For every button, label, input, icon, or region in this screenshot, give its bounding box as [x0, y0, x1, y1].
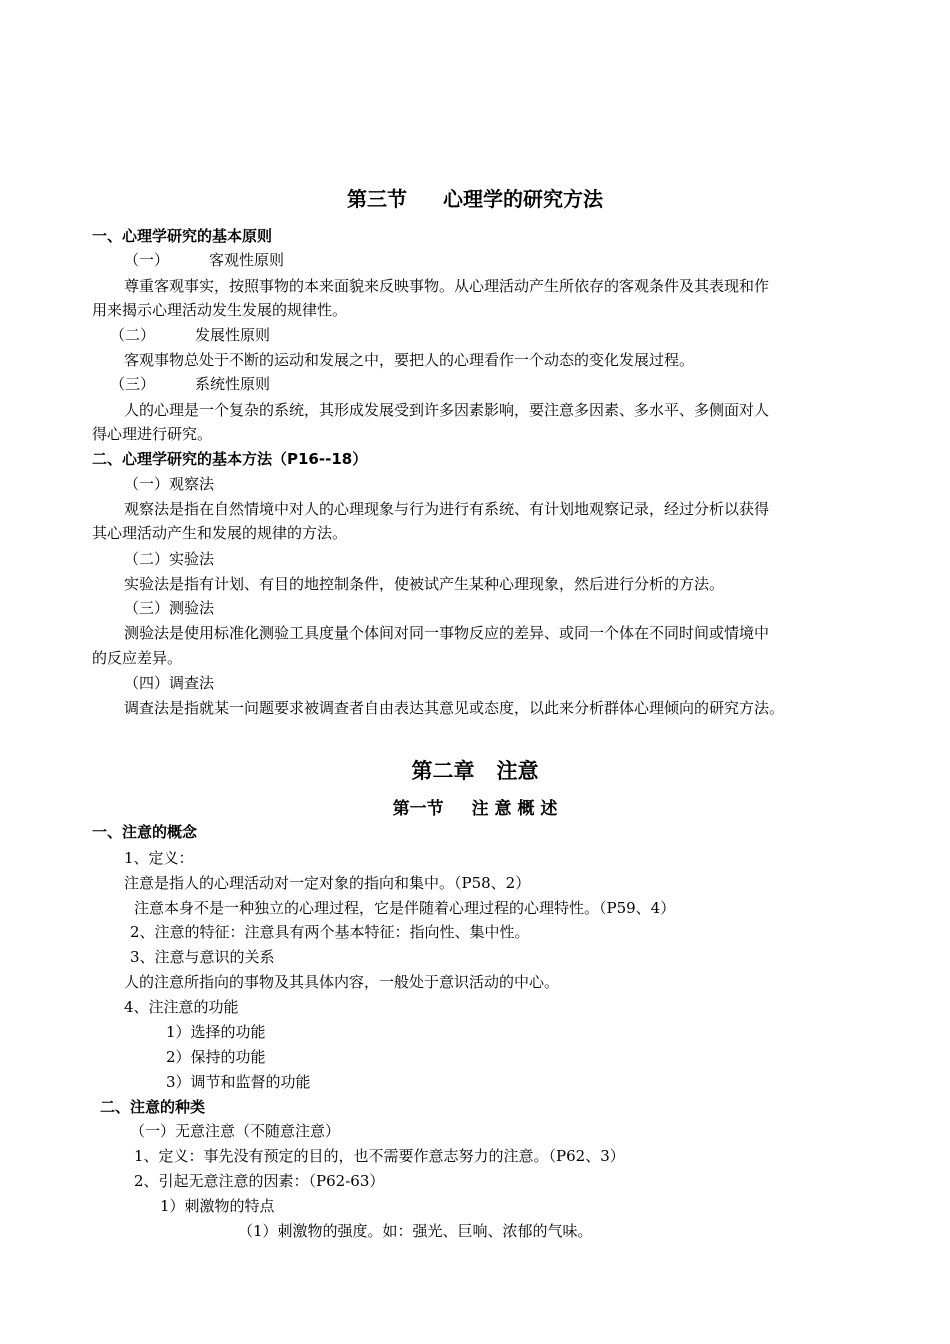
list-item: 2）保持的功能	[166, 1048, 266, 1066]
paragraph: 人的心理是一个复杂的系统，其形成发展受到许多因素影响，要注意多因素、多水平、多侧面对人	[124, 401, 770, 419]
list-item: （一）无意注意（不随意注意）	[130, 1122, 341, 1140]
heading-methods: 二、心理学研究的基本方法（P16--18）	[92, 450, 368, 468]
principle-system: （三） 系统性原则	[110, 375, 271, 393]
method-test: （三）测验法	[124, 599, 215, 617]
list-item: 1）刺激物的特点	[160, 1197, 275, 1215]
method-experiment: （二）实验法	[124, 550, 215, 568]
heading-principles: 一、心理学研究的基本原则	[92, 227, 273, 245]
paragraph: 客观事物总处于不断的运动和发展之中，要把人的心理看作一个动态的变化发展过程。	[124, 351, 695, 369]
heading-types: 二、注意的种类	[100, 1098, 206, 1116]
section-title-text: 心理学的研究方法	[443, 187, 603, 211]
paragraph: 测验法是使用标准化测验工具度量个体间对同一事物反应的差异、或同一个体在不同时间或情境中	[124, 624, 770, 642]
paragraph: 注意本身不是一种独立的心理过程，它是伴随着心理过程的心理特性。（P59、4）	[134, 899, 676, 917]
section-title-number: 第三节	[347, 187, 407, 211]
paragraph: 用来揭示心理活动发生发展的规律性。	[92, 301, 348, 319]
paragraph: 得心理进行研究。	[92, 425, 213, 443]
principle-development: （二） 发展性原则	[110, 326, 271, 344]
method-survey: （四）调查法	[124, 674, 215, 692]
method-observation: （一）观察法	[124, 475, 215, 493]
section-title	[0, 797, 950, 821]
chapter-title-number: 第二章	[411, 759, 475, 783]
list-item: 2、引起无意注意的因素：（P62-63）	[134, 1172, 385, 1190]
paragraph: 尊重客观事实，按照事物的本来面貌来反映事物。从心理活动产生所依存的客观条件及其表现和作	[124, 277, 770, 295]
section-title-number: 第一节	[392, 799, 444, 819]
chapter-title	[0, 756, 950, 786]
list-item: （1）刺激物的强度。如：强光、巨响、浓郁的气味。	[238, 1222, 593, 1240]
paragraph: 实验法是指有计划、有目的地控制条件，使被试产生某种心理现象，然后进行分析的方法。	[124, 575, 725, 593]
section-title	[0, 185, 950, 213]
paragraph: 其心理活动产生和发展的规律的方法。	[92, 524, 348, 542]
paragraph: 观察法是指在自然情境中对人的心理现象与行为进行有系统、有计划地观察记录，经过分析以获得	[124, 500, 770, 518]
list-item: 3）调节和监督的功能	[166, 1073, 311, 1091]
section-title-text: 注 意 概 述	[471, 799, 558, 819]
list-item: 4、注注意的功能	[124, 998, 239, 1016]
list-item: 1）选择的功能	[166, 1023, 266, 1041]
list-item: 3、注意与意识的关系	[130, 948, 275, 966]
list-item: 1、定义：事先没有预定的目的，也不需要作意志努力的注意。（P62、3）	[134, 1147, 625, 1165]
paragraph: 人的注意所指向的事物及其具体内容，一般处于意识活动的中心。	[124, 973, 560, 991]
heading-concept: 一、注意的概念	[92, 823, 198, 841]
paragraph: 注意是指人的心理活动对一定对象的指向和集中。（P58、2）	[124, 874, 531, 892]
list-item: 2、注意的特征：注意具有两个基本特征：指向性、集中性。	[130, 923, 530, 941]
principle-objective: （一） 客观性原则	[124, 251, 285, 269]
chapter-title-text: 注意	[496, 759, 539, 783]
paragraph: 调查法是指就某一问题要求被调查者自由表达其意见或态度，以此来分析群体心理倾向的研究方法。	[124, 699, 785, 717]
paragraph: 的反应差异。	[92, 649, 183, 667]
list-item: 1、定义：	[124, 849, 194, 867]
